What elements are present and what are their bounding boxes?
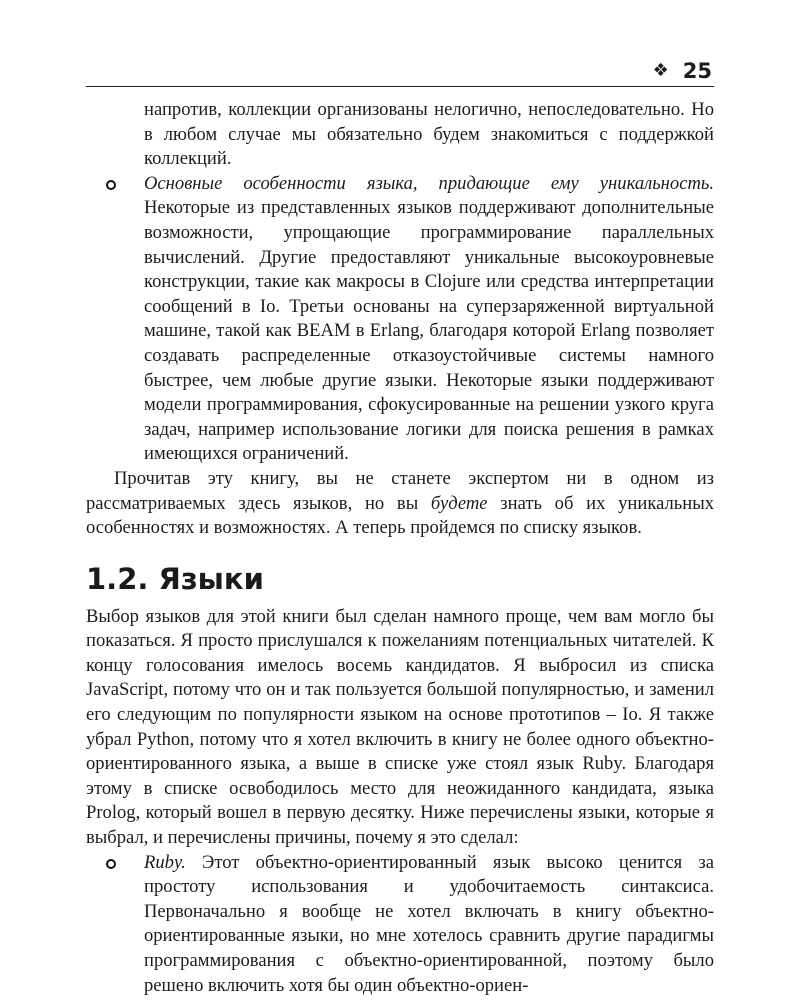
bullet-icon (106, 180, 116, 190)
page-header (86, 56, 714, 87)
header-right (653, 60, 712, 82)
bullet-item-features (86, 172, 714, 467)
summary-text-before: Прочитав эту книгу, вы не станете экспертом ни в одном из рассматриваемых здесь языков, но вы (86, 467, 714, 514)
page-number: 25 (682, 59, 712, 83)
bullet-lead: Ruby. (144, 851, 186, 873)
bullet-lead: Основные особенности языка, придающие ему уникальность. (144, 172, 714, 194)
bullet-item-ruby (86, 851, 714, 999)
section-heading: 1.2. Языки (86, 561, 264, 596)
summary-paragraph (86, 467, 714, 541)
diamond-ornament-icon: ❖ (652, 60, 669, 81)
languages-paragraph: Выбор языков для этой книги был сделан намного проще, чем вам могло бы показаться. Я просто прислушался к пожеланиям потенциальных читателей. К концу голосования имелось восемь кандидатов. Я выбросил из списка JavaScript, потому что он и так пользуется большой популярностью, и заменил его следующим по популярности языком на основе прототипов – Io. Я также убрал Python, потому что я хотел включить в книгу не более одного объектно-ориентированного языка, а выше в списке уже стоял язык Ruby. Благодаря этому в списке освободилось место для неожиданного кандидата, языка Prolog, который вошел в первую десятку. Ниже перечислены языки, которые я выбрал, и перечислены причины, почему я это сделал: (86, 605, 714, 849)
bullet-text: Некоторые из представленных языков поддерживают дополнительные возможности, упрощающие программирование параллельных вычислений. Другие предоставляют уникальные высокоуровневые конструкции, такие как макросы в Clojure или средства интерпретации сообщений в Io. Третьи основаны на суперзаряженной виртуальной машине, такой как BEAM в Erlang, благодаря которой Erlang позволяет создавать распределенные отказоустойчивые системы намного быстрее, чем любые другие языки. Некоторые языки поддерживают модели программирования, сфокусированные на решении узкого круга задач, например использование логики для поиска решения в рамках имеющихся ограничений. (144, 197, 714, 465)
page-body (86, 98, 714, 998)
bullet-text: Этот объектно-ориентированный язык высоко ценится за простоту использования и удобочитаемость синтаксиса. Первоначально я вообще не хотел включать в книгу объектно-ориентированные языки, но мне хотелось сравнить другие парадигмы программирования с объектно-ориентированной, поэтому было решено включить хотя бы один объектно-ориен- (144, 851, 714, 996)
continued-paragraph: напротив, коллекции организованы нелогично, непоследовательно. Но в любом случае мы обязательно будем знакомиться с поддержкой коллекций. (144, 99, 714, 170)
summary-emphasis: будете (430, 492, 488, 514)
bullet-icon (106, 859, 116, 869)
summary-text-after: знать об их уникальных особенностях и возможностях. А теперь пройдемся по списку языков. (86, 492, 714, 539)
